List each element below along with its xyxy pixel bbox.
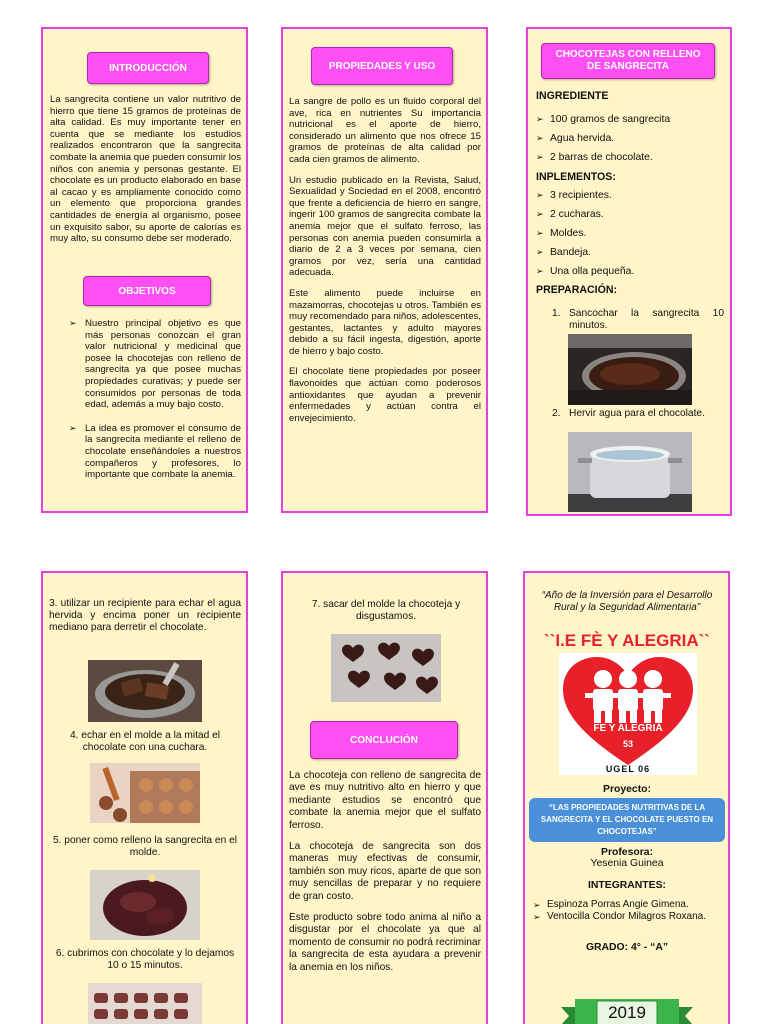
profesora-label: Profesora: [601, 847, 653, 858]
conclusion-text [289, 770, 481, 983]
integrantes-list [533, 899, 729, 923]
integrantes-label: INTEGRANTES: [588, 880, 666, 891]
step-4: 4. echar en el molde a la mitad el chocolate con una cuchara. [69, 730, 221, 753]
propiedades-paragraph: Este alimento puede incluirse en mazamorras, chocotejas u otros. También es muy recomendado para niños, adolescentes, gestantes, lactantes y adulto mayores debido a su fácil ingesta, digestión, aporte de hierro y bajo costo. [289, 287, 481, 357]
project-title-box: “LAS PROPIEDADES NUTRITIVAS DE LA SANGRECITA Y EL CHOCOLATE PUESTO EN CHOCOTEJAS” [529, 798, 725, 842]
profesora-name: Yesenia Guinea [590, 858, 664, 869]
step-6: 6. cubrimos con chocolate y lo dejamos 10 o 15 minutos. [55, 948, 235, 971]
conclusion-heading: CONCLUCIÓN [310, 721, 458, 759]
ingrediente-heading: INGREDIENTE [536, 90, 609, 102]
ingredientes-list [536, 113, 726, 170]
implemento-item: ➢ 3 recipientes. [536, 189, 726, 202]
photo-mold-filling [90, 763, 200, 823]
objetivos-list [63, 318, 241, 493]
proyecto-label: Proyecto: [603, 784, 651, 795]
step-2-text: Hervir agua para el chocolate. [569, 408, 705, 419]
ingrediente-item: ➢ 100 gramos de sangrecita [536, 113, 726, 126]
panel-receta [526, 27, 732, 516]
grado-label: GRADO: 4° - “A” [585, 942, 669, 953]
step-1-number: 1. [552, 308, 561, 319]
step-2-number: 2. [552, 408, 561, 419]
logo-text: FE Y ALEGRIA [593, 723, 663, 734]
ingrediente-item: ➢ 2 barras de chocolate. [536, 151, 726, 164]
school-logo [559, 653, 697, 775]
photo-double-boiler [88, 660, 202, 722]
photo-blood-filling [90, 870, 200, 940]
step-2 [552, 408, 732, 420]
photo-covered-molds [88, 983, 202, 1024]
step-1-text: Sancochar la sangrecita 10 minutos. [569, 308, 724, 331]
propiedades-paragraph: La sangre de pollo es un fluido corporal del ave, rica en nutrientes Su importancia nutricional es el aporte de hierro, considerado un alimento que nos ofrece 15 gramos de proteínas de alta calidad por cada cien gramos de alimento. [289, 96, 481, 165]
step-3: 3. utilizar un recipiente para echar el agua hervida y encima poner un recipiente mediano para derretir el chocolate. [49, 598, 241, 633]
introduccion-text: La sangrecita contiene un valor nutritivo de hierro que tiene 15 gramos de proteínas de alta calidad. Es muy importante tener en cuenta que se mediante los estudios realizados encontraron que la sangrecita combate la anemia que pueden consumir los niños con anemia y personas gestante. El chocolate es un producto elaborado en base al cacao y es ampliamente conocido como un elemento que proporciona grandes cantidades de energía al organismo, posee un exquisito sabor, su aporte de calorías es muy alto, su consumo debe ser moderado. [50, 94, 241, 245]
panel-pasos [41, 571, 248, 1024]
step-5: 5. poner como relleno la sangrecita en el molde. [52, 835, 238, 858]
photo-chocotejas [331, 634, 441, 702]
implementos-heading: INPLEMENTOS: [536, 171, 616, 183]
conclusion-paragraph: La chocoteja de sangrecita son dos maneras muy efectivas de consumir, también son muy ricos, aparte de que son muy sencillas de preparar y no requiere de gran costo. [289, 841, 481, 902]
integrante-item: ➢ Espinoza Porras Angie Gimena. [533, 899, 729, 911]
propiedades-heading: PROPIEDADES Y USO [311, 47, 453, 85]
panel-conclusion [281, 571, 488, 1024]
ugel-label: UGEL 06 [605, 764, 651, 774]
panel-introduccion [41, 27, 248, 513]
propiedades-text [289, 96, 481, 433]
panel-portada [523, 571, 730, 1024]
objetivo-item: ➢ Nuestro principal objetivo es que más personas conozcan el gran valor nutricional y medicinal que posee la chocotejas con relleno de sangrecita ya que posee muchas propiedades curativas; y puede ser consumidos por personas de toda edad, además a muy bajo costo. [63, 318, 241, 411]
implemento-item: ➢ 2 cucharas. [536, 208, 726, 221]
propiedades-paragraph: Un estudio publicado en la Revista, Salud, Sexualidad y Sociedad en el 2008, encontró que frente a deficiencia de hierro en sangre, ingerir 100 gramos de sangrecita combate la anemia mejor que el sulfato ferroso, las personas con anemia pueden consumirla a diario de 2 a 3 veces por semana, cien gramos por vez, sería una cantidad adecuada. [289, 174, 481, 279]
propiedades-paragraph: El chocolate tiene propiedades por poseer flavonoides que actúan como poderosos antioxidantes que ayudan a prevenir enfermedades y actúan contra el envejecimiento. [289, 366, 481, 424]
preparacion-heading: PREPARACIÓN: [536, 284, 618, 296]
objetivo-item: ➢ La idea es promover el consumo de la sangrecita mediante el relleno de chocolate enseñándoles a nuestros compañeros y profesores, lo importante que combate la anemia. [63, 423, 241, 481]
implementos-list [536, 189, 726, 284]
logo-number: 53 [622, 739, 633, 749]
conclusion-paragraph: La chocoteja con relleno de sangrecita de ave es muy nutritivo alto en hierro y que mediante estudios se encontró que combate la anemia mejor que el sulfato ferroso. [289, 770, 481, 831]
ingrediente-item: ➢ Agua hervida. [536, 132, 726, 145]
integrante-item: ➢ Ventocilla Condor Milagros Roxana. [533, 911, 729, 923]
implemento-item: ➢ Una olla pequeña. [536, 265, 726, 278]
photo-boiling-blood [568, 334, 692, 405]
year-label: 2019 [608, 1003, 646, 1022]
school-name: ``I.E FÈ Y ALEGRIA`` [544, 631, 710, 650]
receta-heading: CHOCOTEJAS CON RELLENO DE SANGRECITA [541, 43, 715, 79]
motto: “Año de la Inversión para el Desarrollo Rural y la Seguridad Alimentaria” [541, 590, 713, 613]
panel-propiedades [281, 27, 488, 513]
photo-pot-water [568, 432, 692, 512]
introduccion-heading: INTRODUCCIÓN [87, 52, 209, 84]
step-1 [552, 308, 724, 332]
step-7: 7. sacar del molde la chocoteja y disgustamos. [311, 599, 461, 622]
conclusion-paragraph: Este producto sobre todo anima al niño a disgustar por el chocolate ya que al momento de consumir no podrá recriminar la sangrecita de esta ayudara a prevenir la anemia en los niños. [289, 912, 481, 973]
objetivos-heading: OBJETIVOS [83, 276, 211, 306]
implemento-item: ➢ Bandeja. [536, 246, 726, 259]
implemento-item: ➢ Moldes. [536, 227, 726, 240]
